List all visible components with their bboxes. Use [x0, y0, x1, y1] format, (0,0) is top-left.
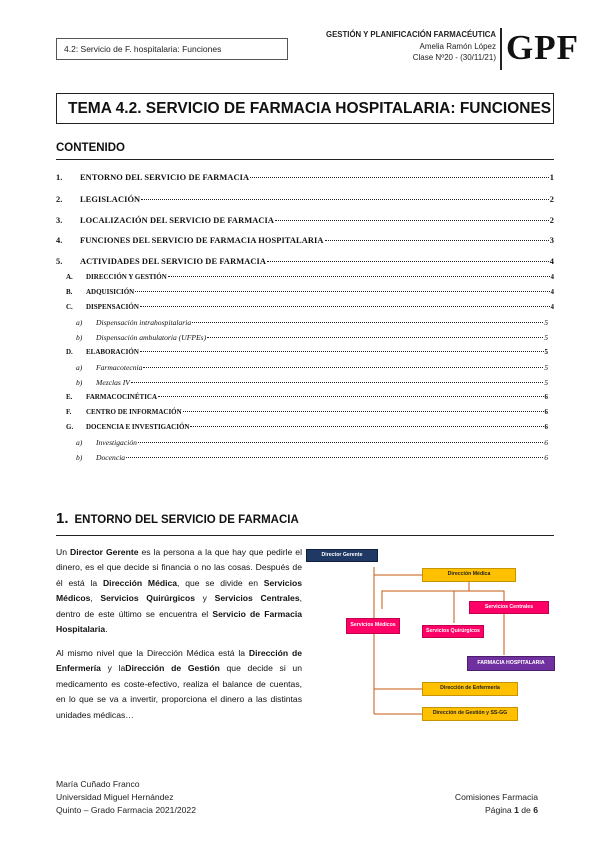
- org-servicios-quirurgicos: Servicios Quirúrgicos: [422, 625, 484, 638]
- org-servicios-medicos: Servicios Médicos: [346, 618, 400, 634]
- toc-label: ACTIVIDADES DEL SERVICIO DE FARMACIA: [80, 257, 267, 266]
- toc-label: DIRECCIÓN Y GESTIÓN: [86, 273, 167, 281]
- footer-left: [56, 778, 196, 817]
- toc-entry-5b[interactable]: [66, 288, 554, 296]
- breadcrumb: 4.2: Servicio de F. hospitalaria: Funciones: [56, 38, 288, 60]
- author-name: Amelia Ramón López: [419, 41, 496, 51]
- toc-entry-1[interactable]: [56, 173, 554, 182]
- page-title: TEMA 4.2. SERVICIO DE FARMACIA HOSPITALARIA: FUNCIONES: [56, 93, 554, 124]
- toc-page: 6: [544, 438, 548, 447]
- org-direccion-medica: Dirección Médica: [422, 568, 516, 582]
- toc-label: LOCALIZACIÓN DEL SERVICIO DE FARMACIA: [80, 216, 275, 225]
- toc-label: Farmacotecnia: [96, 363, 143, 372]
- toc-number: C.: [66, 303, 73, 311]
- toc-number: a): [76, 318, 83, 327]
- toc-entry-5c[interactable]: [66, 303, 554, 311]
- toc-page: 4: [549, 257, 554, 266]
- toc-number: 5.: [56, 257, 63, 266]
- org-farmacia-hospitalaria: FARMACIA HOSPITALARIA: [467, 656, 555, 671]
- toc-page: 6: [544, 393, 548, 401]
- toc-entry-4[interactable]: [56, 236, 554, 245]
- toc-page: 5: [544, 363, 548, 372]
- org-direccion-gestion: Dirección de Gestión y SS-GG: [422, 707, 518, 721]
- toc-entry-5d[interactable]: [66, 348, 548, 356]
- toc-page: 6: [544, 453, 548, 462]
- toc-label: Dispensación ambulatoria (UFPEs): [96, 333, 207, 342]
- toc-entry-5g-a[interactable]: [76, 438, 548, 447]
- toc-entry-5g-b[interactable]: [76, 453, 548, 462]
- header-info: [326, 29, 496, 64]
- contents-heading: CONTENIDO: [56, 142, 125, 154]
- toc-label: ENTORNO DEL SERVICIO DE FARMACIA: [80, 173, 250, 182]
- paragraph-1: Un Director Gerente es la persona a la que hay que pedirle el dinero, es el que decide si financia o no las cosas. Después de él está la Dirección Médica, que se divide en Servicios Médicos, Servicios Quirúrgicos y Servicios Centrales, dentro de este último se encuentra el Servicio de Farmacia Hospitalaria.: [56, 547, 303, 635]
- toc-number: a): [76, 363, 83, 372]
- section-number: 1.: [56, 510, 69, 527]
- footer-commission: Comisiones Farmacia: [454, 792, 538, 802]
- toc-page: 3: [549, 236, 554, 245]
- toc-entry-5c-a[interactable]: [76, 318, 548, 327]
- toc-number: a): [76, 438, 83, 447]
- toc-entry-5e[interactable]: [66, 393, 548, 401]
- toc-label: Docencia: [96, 453, 126, 462]
- course-name: GESTIÓN Y PLANIFICACIÓN FARMACÉUTICA: [326, 30, 496, 39]
- toc-number: E.: [66, 393, 73, 401]
- toc-entry-5d-b[interactable]: [76, 378, 548, 387]
- toc-entry-3[interactable]: [56, 216, 554, 225]
- toc-label: Dispensación intrahospitalaria: [96, 318, 192, 327]
- toc-label: ELABORACIÓN: [86, 348, 139, 356]
- toc-page: 5: [544, 378, 548, 387]
- toc-entry-5d-a[interactable]: [76, 363, 548, 372]
- toc-label: FARMACOCINÉTICA: [86, 393, 158, 401]
- toc-label: ADQUISICIÓN: [86, 288, 135, 296]
- section-title: ENTORNO DEL SERVICIO DE FARMACIA: [74, 514, 299, 526]
- toc-entry-2[interactable]: [56, 195, 554, 204]
- toc-number: b): [76, 453, 83, 462]
- footer-university: Universidad Miguel Hernández: [56, 792, 174, 802]
- toc-page: 5: [544, 348, 548, 356]
- toc-number: 3.: [56, 216, 63, 225]
- toc-page: 4: [550, 273, 554, 281]
- toc-number: b): [76, 333, 83, 342]
- footer-degree: Quinto – Grado Farmacia 2021/2022: [56, 805, 196, 815]
- org-director-gerente: Director Gerente: [306, 549, 378, 562]
- toc-entry-5c-b[interactable]: [76, 333, 548, 342]
- toc-page: 5: [544, 333, 548, 342]
- toc-page: 1: [549, 173, 554, 182]
- page-indicator: Página 1 de 6: [484, 805, 538, 815]
- toc-page: 5: [544, 318, 548, 327]
- toc-number: D.: [66, 348, 73, 356]
- header-divider: [500, 28, 502, 70]
- toc-entry-5f[interactable]: [66, 408, 548, 416]
- toc-label: FUNCIONES DEL SERVICIO DE FARMACIA HOSPITALARIA: [80, 236, 324, 245]
- org-chart: [304, 545, 556, 730]
- paragraph-2: Al mismo nivel que la Dirección Médica está la Dirección de Enfermería y laDirección de Gestión que decide si un medicamento es coste-efectivo, realiza el balance de cuentas, en lo que se va a invertir, proporciona el dinero a las distintas unidades médicas…: [56, 648, 302, 720]
- toc-entry-5a[interactable]: [66, 273, 554, 281]
- org-servicios-centrales: Servicios Centrales: [469, 601, 549, 614]
- toc-page: 2: [549, 195, 554, 204]
- toc-number: B.: [66, 288, 73, 296]
- class-info: Clase Nº20 - (30/11/21): [412, 53, 496, 62]
- toc-number: 4.: [56, 236, 63, 245]
- section-divider: [56, 535, 554, 536]
- toc-number: 2.: [56, 195, 63, 204]
- section-heading: [56, 510, 299, 527]
- toc-label: Investigación: [96, 438, 137, 447]
- toc-number: G.: [66, 423, 74, 431]
- toc-label: LEGISLACIÓN: [80, 195, 141, 204]
- toc-number: A.: [66, 273, 73, 281]
- footer-author: María Cuñado Franco: [56, 779, 140, 789]
- toc-number: F.: [66, 408, 72, 416]
- toc-page: 6: [544, 423, 548, 431]
- toc-label: Mezclas IV: [96, 378, 130, 387]
- toc-entry-5g[interactable]: [66, 423, 548, 431]
- toc-entry-5[interactable]: [56, 257, 554, 266]
- footer-right: [455, 791, 538, 817]
- toc-label: DOCENCIA E INVESTIGACIÓN: [86, 423, 190, 431]
- toc-number: 1.: [56, 173, 63, 182]
- gpf-logo: GPF: [506, 28, 579, 67]
- toc-page: 6: [544, 408, 548, 416]
- toc-page: 4: [550, 303, 554, 311]
- org-direccion-enfermeria: Dirección de Enfermería: [422, 682, 518, 696]
- toc-number: b): [76, 378, 83, 387]
- contents-divider: [56, 159, 554, 160]
- toc-page: 4: [550, 288, 554, 296]
- toc-label: DISPENSACIÓN: [86, 303, 139, 311]
- toc-label: CENTRO DE INFORMACIÓN: [86, 408, 182, 416]
- toc-page: 2: [549, 216, 554, 225]
